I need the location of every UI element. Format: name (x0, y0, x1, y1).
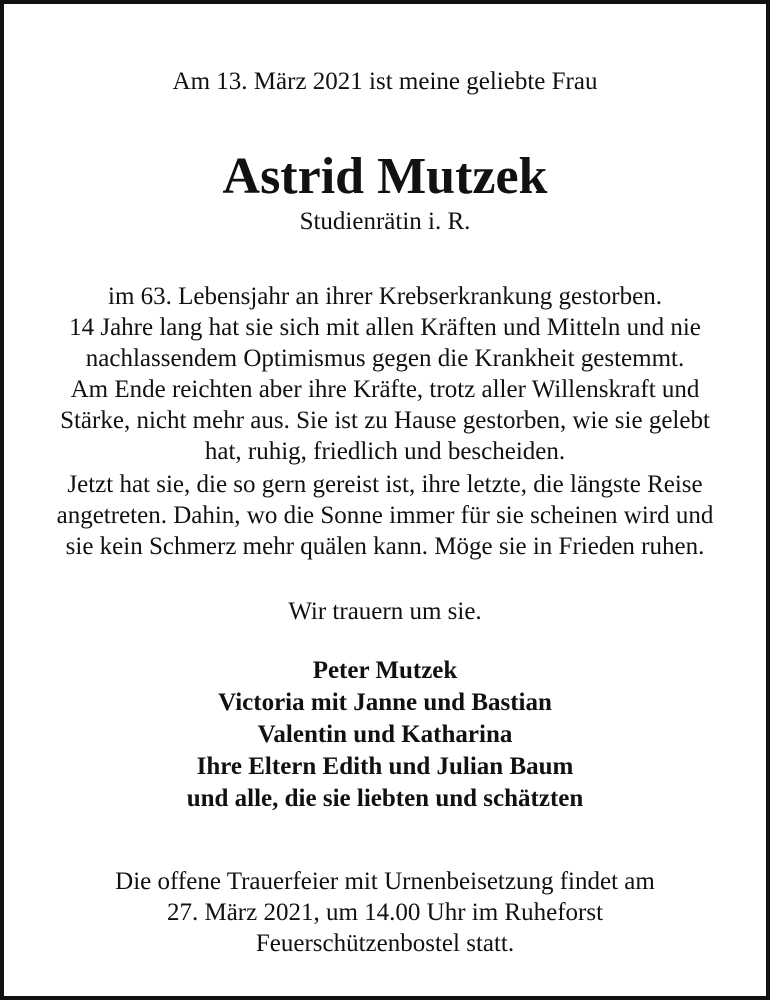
intro-line: Am 13. März 2021 ist meine geliebte Frau (172, 68, 598, 95)
mourner-name: Peter Mutzek (312, 657, 458, 684)
text-line: Die offene Trauerfeier mit Urnenbeisetzung findet am (115, 868, 655, 895)
mourner-name: Victoria mit Janne und Bastian (218, 689, 552, 716)
text-line: angetreten. Dahin, wo die Sonne immer für sie scheinen wird und (56, 502, 714, 529)
text-line: nachlassendem Optimismus gegen die Krankheit gestemmt. (85, 345, 685, 372)
mourner-name: Valentin und Katharina (257, 721, 513, 748)
text-line: im 63. Lebensjahr an ihrer Krebserkrankung gestorben. (108, 283, 662, 310)
mourners-list (4, 655, 766, 815)
text-line: sie kein Schmerz mehr quälen kann. Möge sie in Frieden ruhen. (65, 533, 705, 560)
mourner-name: Ihre Eltern Edith und Julian Baum (196, 753, 574, 780)
text-line: Jetzt hat sie, die so gern gereist ist, ihre letzte, die längste Reise (67, 471, 703, 498)
deceased-name: Astrid Mutzek (222, 148, 548, 205)
text-line: 14 Jahre lang hat sie sich mit allen Kräften und Mitteln und nie (69, 314, 701, 341)
text-line: Stärke, nicht mehr aus. Sie ist zu Hause gestorben, wie sie gelebt (60, 407, 710, 434)
paragraph-journey (4, 469, 766, 562)
text-line: Am Ende reichten aber ihre Kräfte, trotz aller Willenskraft und (70, 376, 700, 403)
mourning-line: Wir trauern um sie. (288, 598, 482, 625)
paragraph-life (4, 281, 766, 467)
deceased-title: Studienrätin i. R. (299, 208, 471, 235)
text-line: hat, ruhig, friedlich und bescheiden. (204, 438, 566, 465)
text-line: Feuerschützenbostel statt. (255, 930, 515, 957)
text-line: 27. März 2021, um 14.00 Uhr im Ruheforst (166, 899, 604, 926)
ceremony-info (4, 866, 766, 959)
mourner-name: und alle, die sie liebten und schätzten (186, 785, 584, 812)
